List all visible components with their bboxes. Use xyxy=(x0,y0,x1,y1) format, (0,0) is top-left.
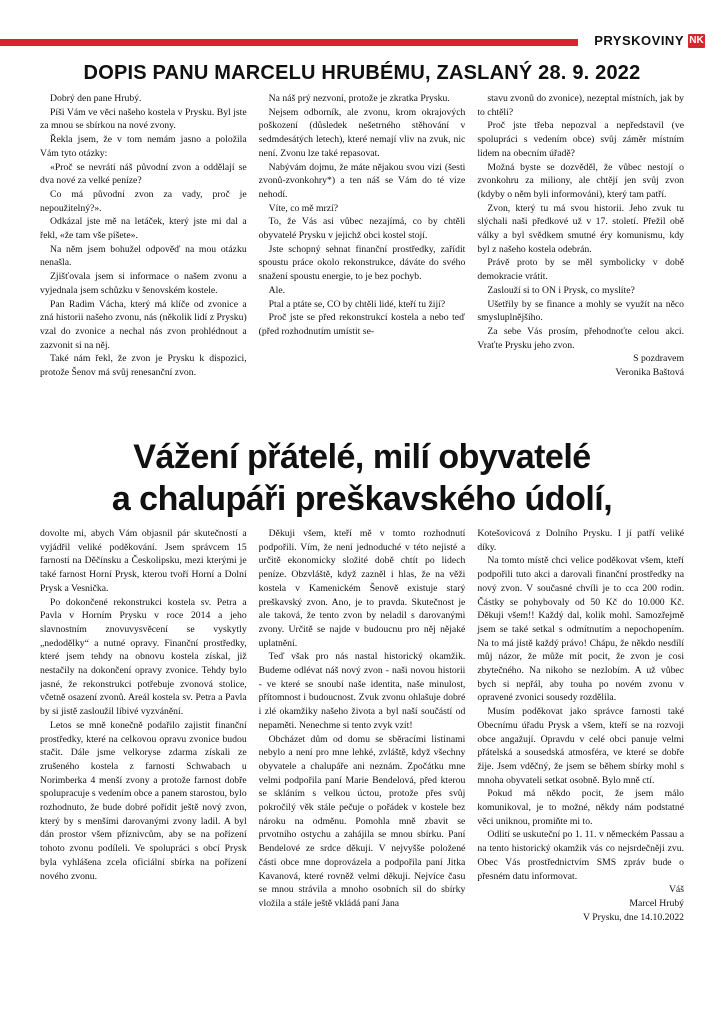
article-signature: Marcel Hrubý xyxy=(629,897,685,909)
paragraph: Víte, co mě mrzí? xyxy=(268,202,339,214)
paragraph: Ušetřily by se finance a mohly se využít na něco smysluplnějšího. xyxy=(477,298,685,324)
paragraph: Letos se mně konečně podařilo zajistit finanční prostředky, které na celkovou opravu zvonice budou stačit. Dále jsme velkoryse zdarma získali ze zrušeného kostela z farnosti Schwabach u Norimberka 4 menší zvony a protože farnost dobře spolupracuje s vedením obce a panem starostou, bylo rozhodnuto, že bude dobré pořídit ještě nový zvon, který by s menšími darovanými zvony ladil. A byl dán prostor všem příznivcům, aby se na pořízení tohoto zvonu podíleli. Ve spolupráci s obcí Prysk byla vyhlášena zcela oficiální sbírka na pořízení nového zvonu. xyxy=(40,719,247,882)
paragraph: dovolte mi, abych Vám objasnil pár skutečností a vyjádřil veliké poděkování. Jsem správcem 15 farností na Děčínsku a Českolipsku, mezi kterými je také farnost Horní Prysk, kterou tvoří Horní a Dolní Prysk a Vesnička. xyxy=(40,528,247,594)
letter-closing: S pozdravem xyxy=(633,353,685,365)
paragraph: Zvon, který tu má svou historii. Jeho zvuk tu slýchali naši předkové už v 17. století. Přežil obě války a byl svědkem smutné éry komunismu, kdy byl z našeho kostela odebrán. xyxy=(477,202,685,255)
paragraph: Teď však pro nás nastal historický okamžik. Budeme odlévat náš nový zvon - naši novou historii - ve které se snoubí naše identita, naše minulost, přítomnost i budoucnost. Zvuk zvonu ohlašuje dobré i zlé okamžiky našeho života a byl naší součástí od nepaměti. Nenechme si tento zvyk vzít! xyxy=(258,651,466,731)
page-header xyxy=(0,33,724,49)
brand-name: PRYSKOVINY xyxy=(594,33,684,48)
article-headline xyxy=(0,436,724,520)
paragraph: Na náš prý nezvoní, protože je zkratka Prysku. xyxy=(268,93,450,104)
letter-column-1 xyxy=(40,92,247,432)
paragraph: Nabývám dojmu, že máte nějakou svou vizi (šesti zvonů-zvonkohry*) a ten náš se Vám do té vize nehodí. xyxy=(258,161,466,200)
letter-body xyxy=(40,92,684,432)
paragraph: Odkázal jste mě na letáček, který jste mi dal a řekl, «že tam vše píšete». xyxy=(40,216,247,242)
letter-column-2 xyxy=(259,92,466,432)
article-place-date: V Prysku, dne 14.10.2022 xyxy=(583,911,685,923)
article-body xyxy=(40,527,684,1017)
letter-signature: Veronika Baštová xyxy=(615,367,685,379)
paragraph: Nejsem odborník, ale zvonu, krom okrajových poškození (důsledek nešetrného stěhování v sedmdesátých letech), které nemají vliv na zvuk, nic není. Zvonu lze také repasovat. xyxy=(258,106,466,159)
paragraph: Proč jste třeba nepozval a nepředstavil (ve spolupráci s vedením obce) svůj záměr místním lidem na obecním úřadě? xyxy=(477,120,685,159)
paragraph: Musím poděkovat jako správce farnosti také Obecnímu úřadu Prysk a všem, kteří se na rozvoji obce angažují. Opravdu v celé obci panuje velmi přátelská a sousedská atmosféra, ve které se dobře žije. Jsem vděčný, že jsem se během sbírky mohl s mnoha obyvateli setkat osobně. Bylo mně ctí. xyxy=(477,706,685,786)
paragraph: Děkuji všem, kteří mě v tomto rozhodnutí podpořili. Vím, že není jednoduché v této nejisté a určitě ekonomicky složité době chtít po lidech peníze. Obzvláště, když zazněl i hlas, že na věži kostela v Kamenickém Šenově existuje starý preškavský zvon. Ano, je to pravda. Skutečnost je ale taková, že tento zvon by neladil s darovanými zvony. Určitě se najde v budoucnu pro něj nějaké uplatnění. xyxy=(258,528,466,649)
paragraph: Co má původní zvon za vady, proč je nepoužitelný?». xyxy=(40,188,247,214)
paragraph: To, že Vás asi vůbec nezajímá, co by chtěli obyvatelé Prysku v jejichž obci kostel stojí. xyxy=(258,216,466,242)
brand-logo-icon: NK xyxy=(689,35,704,46)
paragraph: Dobrý den pane Hrubý. xyxy=(50,93,142,104)
paragraph: Kotešovicová z Dolního Prysku. I jí patří veliké díky. xyxy=(477,528,685,553)
article-closing: Váš xyxy=(668,884,685,896)
paragraph: Ale. xyxy=(268,284,286,296)
article-column-2 xyxy=(259,527,466,1017)
paragraph: Možná byste se dozvěděl, že vůbec nestojí o zvonkohru za miliony, ale chtějí jen svůj zvon (kdyby o něm byli informováni), který tam patří. xyxy=(477,161,685,200)
headline-line-2: a chalupáři preškavského údolí, xyxy=(111,480,613,518)
letter-title: DOPIS PANU MARCELU HRUBÉMU, ZASLANÝ 28. 9. 2022 xyxy=(83,62,641,84)
paragraph: Jste schopný sehnat finanční prostředky, zařídit spoustu práce okolo rekonstrukce, dáváte do svého snažení spoustu energie, to je bez pochyb. xyxy=(258,243,466,283)
paragraph: «Proč se nevrátí náš původní zvon a oddělají se dva nové za velké peníze? xyxy=(40,161,247,187)
article-column-1 xyxy=(40,527,247,1017)
paragraph: Na tomto místě chci velice poděkovat všem, kteří podpořili tuto akci a darovali finanční prostředky na nový zvon. V současné chvíli je to cca 200 rodin. Částky se pohybovaly od 50 Kč do 10.000 Kč. Děkuji všem!! Každý dal, kolik mohl. Samozřejmě jsem se také setkal s odmítnutím a nepochopením. Na to má jistě každý právo! Chápu, že někdo nesdílí můj názor, že může mít pocit, že zvon je cosi zbytečného. Na nikoho se nezlobím. A už vůbec bych si nepřál, aby touha po novém zvonu v opravené zvonici sousedy rozdělila. xyxy=(477,555,685,704)
paragraph: Řekla jsem, že v tom nemám jasno a položila Vám tyto otázky: xyxy=(40,134,247,159)
paragraph: Za sebe Vás prosím, přehodnoťte celou akci. Vraťte Prysku jeho zvon. xyxy=(477,325,685,351)
header-accent-bar xyxy=(0,39,578,46)
paragraph: Proč jste se před rekonstrukcí kostela a nebo teď (před rozhodnutím umístit se- xyxy=(258,312,466,337)
paragraph: Zjišťovala jsem si informace o našem zvonu a vyjednala jsem schůzku v šenovském kostele. xyxy=(40,271,247,296)
paragraph: Odlití se uskuteční po 1. 11. v německém Passau a na tento historický okamžik vás co nejsrdečněji zvu. Obec Vás prostřednictvím SMS zpráv bude o přesném datu informovat. xyxy=(477,829,685,882)
paragraph: Obcházet dům od domu se sběracími listinami nebylo a není pro mne lehké, zvláště, když všechny obyvatele a chalupáře ani neznám. Zpočátku mne velmi podpořila paní Marie Bendelová, před kterou se skláním s velkou úctou, protože přes svůj pokročilý věk stále pečuje o pořádek v kostele bez nároku na odměnu. Pomohla mně zbavit se prvotního ostychu a zahájila se mnou sbírku. Paní Bendelové ze srdce děkuji. V nejvyšše položené části obce mne doprovázela a podpořila paní Jitka Kavanová, které rovněž velmi děkuji. Nejvíce času se mnou strávila a mnoho osobních sil do sbírky vložila a stále ještě vkládá paní Jana xyxy=(258,733,466,909)
paragraph: Píši Vám ve věci našeho kostela v Prysku. Byl jste za mnou se sbírkou na nové zvony. xyxy=(40,106,247,132)
paragraph: stavu zvonů do zvonice), nezeptal místních, jak by to chtěli? xyxy=(477,93,685,118)
paragraph: Pokud má někdo pocit, že jsem málo komunikoval, je to možné, někdy nám podstatné věci uniknou, promiňte mi to. xyxy=(477,788,685,827)
headline-line-1: Vážení přátelé, milí obyvatelé xyxy=(133,438,591,476)
paragraph: Právě proto by se měl symbolicky v době demokracie vrátit. xyxy=(477,257,685,283)
paragraph: Po dokončené rekonstrukci kostela sv. Petra a Pavla v Horním Prysku v roce 2014 a jeho slavnostním znovuvysvěcení se vyskytly „nedodělky“ a nutné opravy. Finanční prostředky, které jsem tehdy na obnovu kostela získal, již nestačily na dokončení opravy zvonice. Tehdy bylo jasné, že rekonstrukci potřebuje zvonová stolice, včetně osazení zvonů. Areál kostela sv. Petra a Pavla by si jistě zasloužil líbivé vyzvánění. xyxy=(40,596,247,718)
letter-column-3 xyxy=(477,92,684,432)
paragraph: Zaslouží si to ON i Prysk, co myslíte? xyxy=(487,284,635,296)
paragraph: Pan Radim Vácha, který má klíče od zvonice a zná historii našeho zvonu, nás (několik lidí z Prysku) vzal do zvonice a nechal nás zvon prohlédnout a zazvonit si na něj. xyxy=(40,298,247,351)
paragraph: Ptal a ptáte se, CO by chtěli lidé, kteří tu žijí? xyxy=(268,298,446,310)
paragraph: Také nám řekl, že zvon je Prysku k dispozici, protože Šenov má svůj renesanční zvon. xyxy=(40,353,247,379)
article-column-3 xyxy=(477,527,684,1017)
paragraph: Na něm jsem bohužel odpověď na mou otázku nenašla. xyxy=(40,243,247,269)
